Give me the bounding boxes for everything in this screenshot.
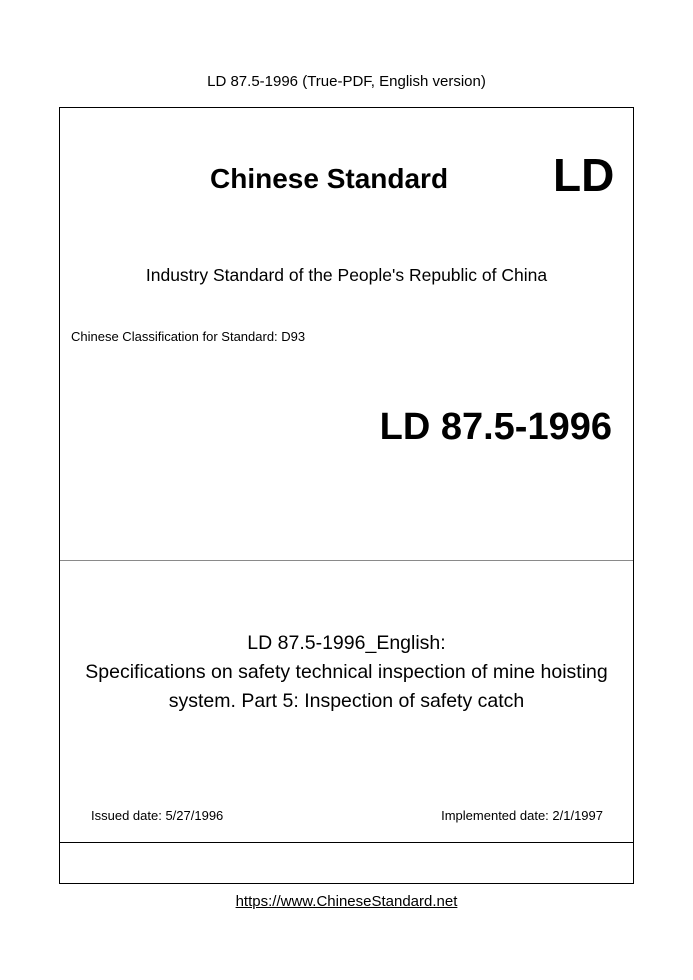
- implemented-date: Implemented date: 2/1/1997: [441, 808, 603, 823]
- website-link[interactable]: https://www.ChineseStandard.net: [235, 893, 458, 910]
- cover-frame: [59, 107, 634, 884]
- document-title-line-2: Specifications on safety technical inspection of mine hoisting: [85, 661, 608, 683]
- document-title-line-3: system. Part 5: Inspection of safety catch: [168, 690, 525, 712]
- cover-subtitle: Industry Standard of the People's Republic of China: [145, 265, 548, 285]
- standard-code-badge: LD: [553, 149, 615, 201]
- document-title-line-1: LD 87.5-1996_English:: [247, 632, 446, 654]
- issued-date: Issued date: 5/27/1996: [91, 808, 224, 823]
- page-header: LD 87.5-1996 (True-PDF, English version): [207, 73, 486, 90]
- section-divider: [60, 560, 633, 561]
- classification-label: Chinese Classification for Standard: D93: [71, 329, 306, 344]
- standard-number: LD 87.5-1996: [379, 406, 612, 448]
- footer-divider: [60, 842, 633, 843]
- cover-title: Chinese Standard: [210, 163, 449, 194]
- document-title: [60, 629, 633, 716]
